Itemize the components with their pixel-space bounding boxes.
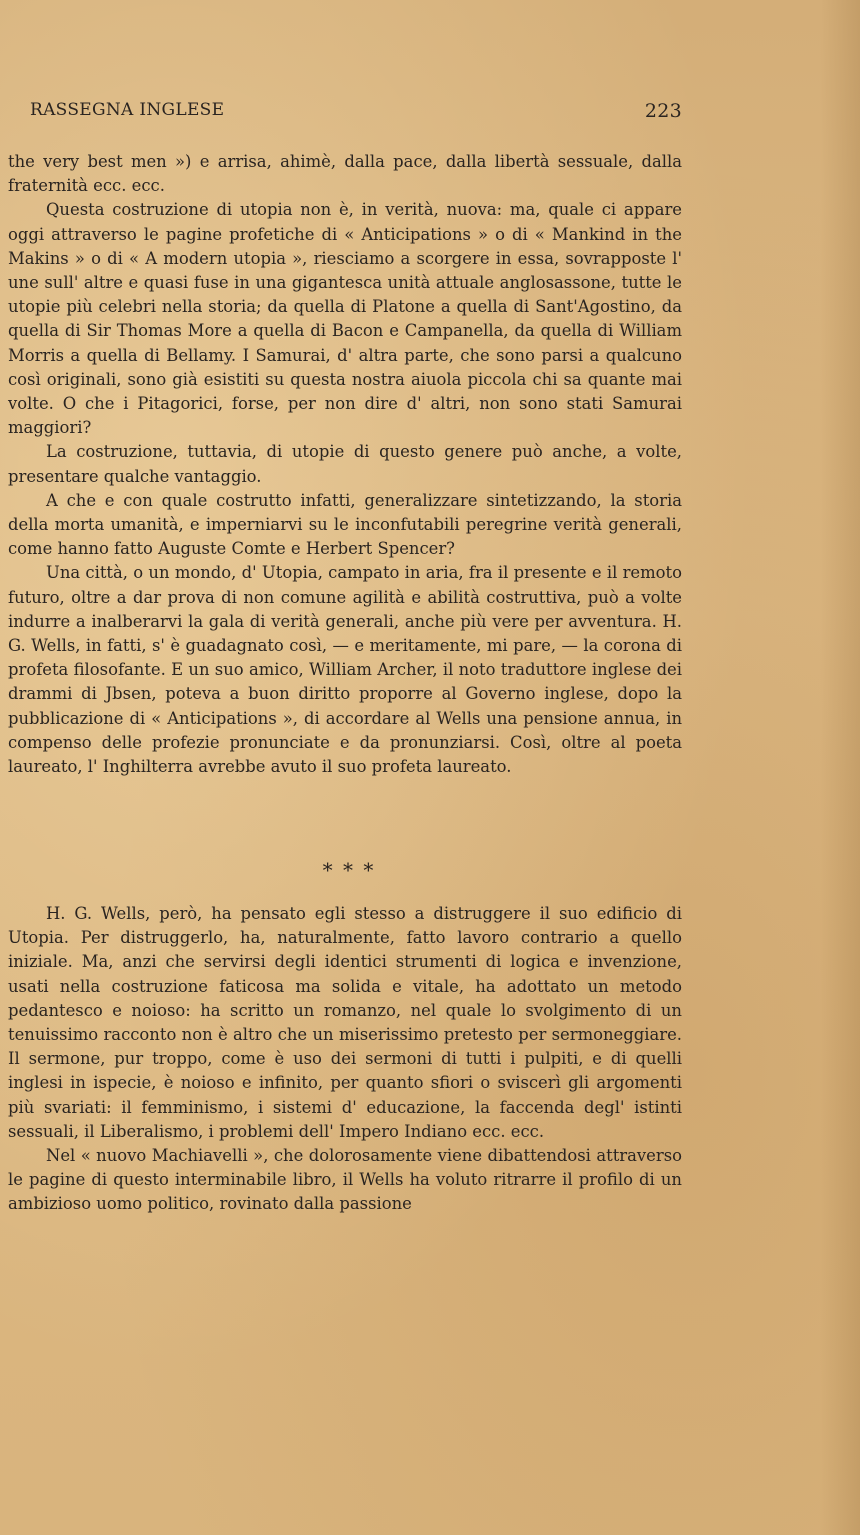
page-edge-shadow [820, 0, 860, 1535]
asterism-separator: * * * [322, 858, 376, 882]
paragraph: Nel « nuovo Machiavelli », che dolorosamente viene dibattendosi attraverso le pagine di questo interminabile libro, il Wells ha voluto ritrarre il profilo di un ambizioso uomo politico, rovinato dalla passione [8, 1146, 682, 1214]
body-text-section-1 [8, 150, 682, 779]
paragraph: Una città, o un mondo, d' Utopia, campato in aria, fra il presente e il remoto futuro, oltre a dar prova di non comune agilità e abilità costruttiva, può a volte indurre a inalberarvi la gala di verità generali, anche più vere per avventura. H. G. Wells, in fatti, s' è guadagnato così, — e meritamente, mi pare, — la corona di profeta filosofante. E un suo amico, William Archer, il noto traduttore inglese dei drammi di Jbsen, poteva a buon diritto proporre al Governo inglese, dopo la pubblicazione di « Anticipations », di accordare al Wells una pensione annua, in compenso delle profezie pronunciate e da pronunziarsi. Così, oltre al poeta laureato, l' Inghilterra avrebbe avuto il suo profeta laureato. [8, 563, 682, 777]
paragraph: La costruzione, tuttavia, di utopie di questo genere può anche, a volte, presentare qualche vantaggio. [8, 442, 682, 486]
paragraph: the very best men ») e arrisa, ahimè, dalla pace, dalla libertà sessuale, dalla fraternità ecc. ecc. [8, 152, 682, 196]
paragraph: Questa costruzione di utopia non è, in verità, nuova: ma, quale ci appare oggi attraverso le pagine profetiche di « Anticipations » o di « Mankind in the Makins » o di « A modern utopia », riesciamo a scorgere in essa, sovrapposte l' une sull' altre e quasi fuse in una gigantesca unità attuale anglosassone, tutte le utopie più celebri nella storia; da quella di Platone a quella di Sant'Agostino, da quella di Sir Thomas More a quella di Bacon e Campanella, da quella di William Morris a quella di Bellamy. I Samurai, d' altra parte, che sono parsi a qualcuno così originali, sono già esistiti su questa nostra aiuola piccola chi sa quante mai volte. O che i Pitagorici, forse, per non dire d' altri, non sono stati Samurai maggiori? [8, 200, 682, 438]
page-header [30, 100, 682, 126]
running-title: RASSEGNA INGLESE [30, 100, 225, 120]
paragraph: A che e con quale costrutto infatti, generalizzare sintetizzando, la storia della morta umanità, e imperniarvi su le inconfutabili peregrine verità generali, come hanno fatto Auguste Comte e Herbert Spencer? [8, 490, 682, 559]
page-number: 223 [644, 100, 682, 122]
paragraph: H. G. Wells, però, ha pensato egli stesso a distruggere il suo edificio di Utopia. Per distruggerlo, ha, naturalmente, fatto lavoro contrario a quello iniziale. Ma, anzi che servirsi degli identici strumenti di logica e invenzione, usati nella costruzione faticosa ma solida e vitale, ha adottato un metodo pedantesco e noioso: ha scritto un romanzo, nel quale lo svolgimento di un tenuissimo racconto non è altro che un miserissimo pretesto per sermoneggiare. Il sermone, pur troppo, come è uso dei sermoni di tutti i pulpiti, e di quelli inglesi in ispecie, è noioso e infinito, per quanto sfiori o sviscerì gli argomenti più svariati: il femminismo, i sistemi d' educazione, la faccenda degl' istinti sessuali, il Liberalismo, i problemi dell' Impero Indiano ecc. ecc. [8, 904, 682, 1141]
body-text-section-2 [8, 902, 682, 1217]
